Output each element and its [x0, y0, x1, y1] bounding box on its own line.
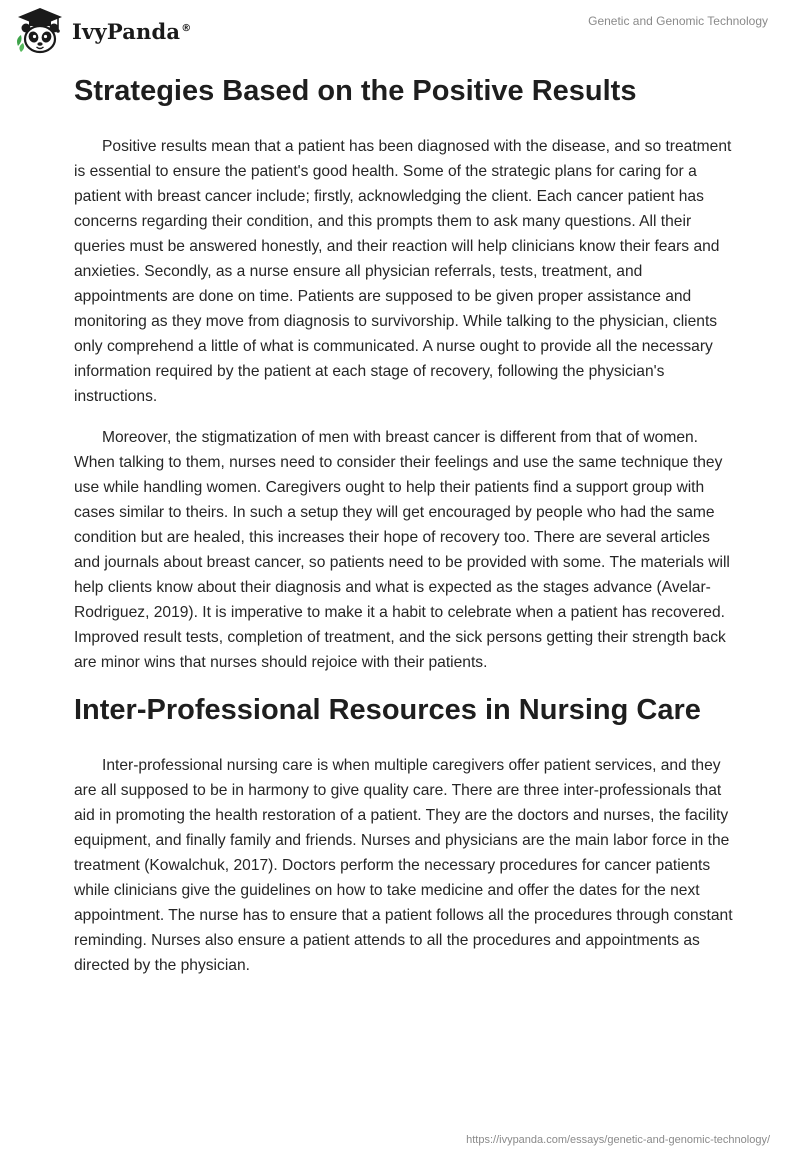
panda-graduate-icon: [14, 6, 66, 56]
logo-wordmark: [72, 19, 191, 44]
section-heading: Strategies Based on the Positive Results: [74, 75, 637, 107]
document-title: Genetic and Genomic Technology: [588, 14, 768, 28]
registered-mark: ®: [181, 22, 192, 34]
ivypanda-logo[interactable]: [14, 6, 191, 56]
paragraph: Moreover, the stigmatization of men with breast cancer is different from that of women. When talking to them, nurses need to consider their feelings and use the same technique they use while handling women. Caregivers ought to help their patients find a support group with cases similar to theirs. In such a setup they will get encouraged by people who had the same condition but are healed, this increases their hope of recovery too. There are several articles and journals about breast cancer, so patients need to be provided with some. The materials will help clients know about their diagnosis and what is expected as the stages advance (Avelar-Rodriguez, 2019). It is imperative to make it a habit to celebrate when a patient has recovered. Improved result tests, completion of treatment, and the sick persons getting their strength back are minor wins that nurses should rejoice with their patients.: [74, 429, 730, 671]
essay-content: [74, 70, 734, 978]
source-url[interactable]: https://ivypanda.com/essays/genetic-and-genomic-technology/: [466, 1134, 770, 1146]
logo-name: IvyPanda: [72, 18, 181, 44]
page-header: [0, 0, 800, 62]
section-heading: Inter-Professional Resources in Nursing Care: [74, 694, 701, 726]
paragraph: Inter-professional nursing care is when multiple caregivers offer patient services, and they are all supposed to be in harmony to give quality care. There are three inter-professionals that aid in promoting the health restoration of a patient. They are the doctors and nurses, the facility equipment, and finally family and friends. Nurses and physicians are the main labor force in the treatment (Kowalchuk, 2017). Doctors perform the necessary procedures for cancer patients while clinicians give the guidelines on how to take medicine and offer the dates for the next appointment. The nurse has to ensure that a patient follows all the procedures through constant reminding. Nurses also ensure a patient attends to all the procedures and appointments as directed by the physician.: [74, 757, 733, 974]
paragraph: Positive results mean that a patient has been diagnosed with the disease, and so treatment is essential to ensure the patient's good health. Some of the strategic plans for caring for a patient with breast cancer include; firstly, acknowledging the client. Each cancer patient has concerns regarding their condition, and this prompts them to ask many questions. All their queries must be answered honestly, and their reaction will help clinicians know their fears and anxieties. Secondly, as a nurse ensure all physician referrals, tests, treatment, and appointments are done on time. Patients are supposed to be given proper assistance and monitoring as they move from diagnosis to survivorship. While talking to the physician, clients only comprehend a little of what is communicated. A nurse ought to provide all the necessary information required by the patient at each stage of recovery, following the physician's instructions.: [74, 138, 732, 405]
